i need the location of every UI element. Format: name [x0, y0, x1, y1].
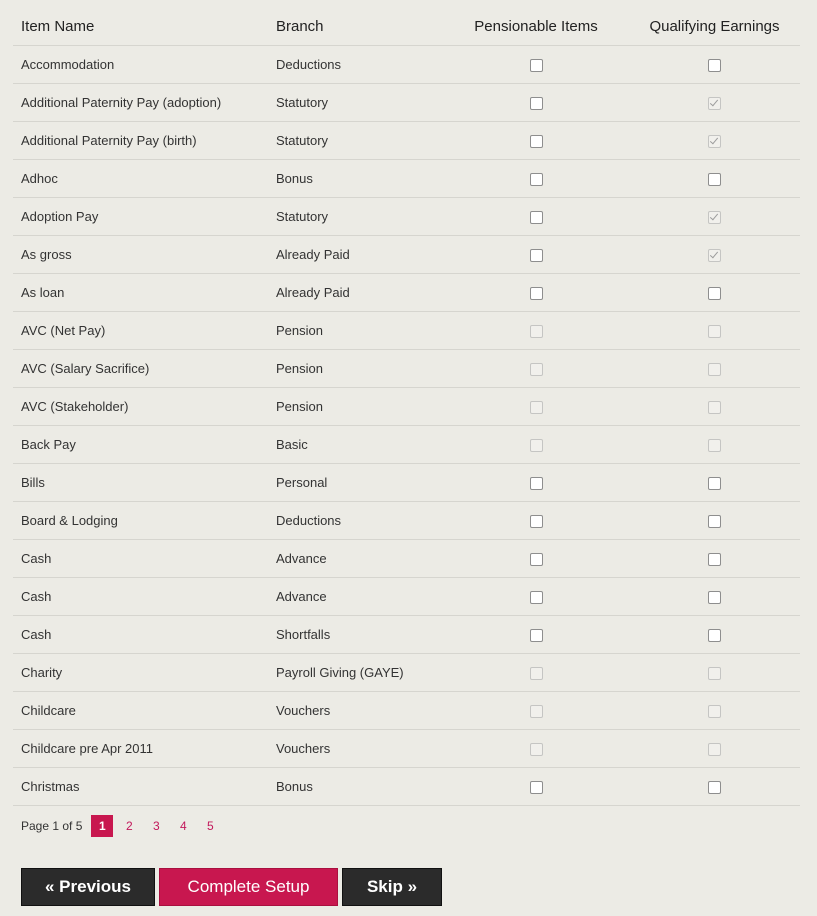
- pensionable-checkbox: [530, 705, 543, 718]
- pensionable-cell: [443, 502, 629, 540]
- wizard-actions: [21, 868, 446, 906]
- branch-cell: Personal: [268, 464, 443, 502]
- qualifying-cell: [629, 464, 800, 502]
- qualifying-cell: [629, 84, 800, 122]
- qualifying-earnings-checkbox[interactable]: [708, 287, 721, 300]
- pensionable-cell: [443, 274, 629, 312]
- branch-cell: Advance: [268, 540, 443, 578]
- qualifying-cell: [629, 768, 800, 806]
- table-row: [13, 312, 800, 350]
- table-row: [13, 540, 800, 578]
- pensionable-checkbox[interactable]: [530, 97, 543, 110]
- table-row: [13, 198, 800, 236]
- item-name-cell: Adhoc: [13, 160, 268, 198]
- item-name-cell: Additional Paternity Pay (birth): [13, 122, 268, 160]
- pensionable-checkbox: [530, 363, 543, 376]
- item-name-cell: Cash: [13, 616, 268, 654]
- pensionable-checkbox[interactable]: [530, 629, 543, 642]
- qualifying-cell: [629, 616, 800, 654]
- table-row: [13, 84, 800, 122]
- qualifying-earnings-checkbox: [708, 743, 721, 756]
- qualifying-cell: [629, 692, 800, 730]
- item-name-cell: Board & Lodging: [13, 502, 268, 540]
- qualifying-earnings-checkbox[interactable]: [708, 59, 721, 72]
- qualifying-earnings-checkbox: [708, 211, 721, 224]
- branch-cell: Deductions: [268, 46, 443, 84]
- item-name-cell: Christmas: [13, 768, 268, 806]
- pay-items-table: [13, 8, 800, 806]
- branch-cell: Already Paid: [268, 274, 443, 312]
- item-name-cell: AVC (Net Pay): [13, 312, 268, 350]
- item-name-cell: Bills: [13, 464, 268, 502]
- page-link-4[interactable]: 4: [180, 819, 187, 833]
- item-name-cell: Accommodation: [13, 46, 268, 84]
- branch-cell: Statutory: [268, 198, 443, 236]
- pensionable-cell: [443, 236, 629, 274]
- table-row: [13, 274, 800, 312]
- item-name-cell: As gross: [13, 236, 268, 274]
- table-body: [13, 46, 800, 806]
- complete-setup-button[interactable]: Complete Setup: [159, 868, 338, 906]
- pensionable-checkbox[interactable]: [530, 287, 543, 300]
- branch-cell: Payroll Giving (GAYE): [268, 654, 443, 692]
- qualifying-cell: [629, 312, 800, 350]
- branch-cell: Advance: [268, 578, 443, 616]
- item-name-cell: As loan: [13, 274, 268, 312]
- pensionable-checkbox: [530, 743, 543, 756]
- branch-cell: Statutory: [268, 122, 443, 160]
- table-row: [13, 46, 800, 84]
- branch-cell: Bonus: [268, 768, 443, 806]
- table-row: [13, 236, 800, 274]
- page-link-1[interactable]: 1: [91, 815, 113, 837]
- qualifying-earnings-checkbox: [708, 135, 721, 148]
- branch-cell: Vouchers: [268, 692, 443, 730]
- table-row: [13, 578, 800, 616]
- pensionable-checkbox: [530, 667, 543, 680]
- branch-cell: Pension: [268, 388, 443, 426]
- page-count-label: Page 1 of 5: [21, 819, 83, 833]
- qualifying-earnings-checkbox: [708, 97, 721, 110]
- pensionable-cell: [443, 464, 629, 502]
- table-header-row: [13, 8, 800, 46]
- skip-button[interactable]: Skip »: [342, 868, 442, 906]
- pensionable-cell: [443, 160, 629, 198]
- qualifying-cell: [629, 236, 800, 274]
- table-row: [13, 426, 800, 464]
- qualifying-earnings-checkbox[interactable]: [708, 173, 721, 186]
- pensionable-cell: [443, 730, 629, 768]
- pensionable-checkbox[interactable]: [530, 211, 543, 224]
- qualifying-earnings-checkbox: [708, 705, 721, 718]
- item-name-cell: Childcare: [13, 692, 268, 730]
- qualifying-earnings-checkbox: [708, 363, 721, 376]
- pensionable-cell: [443, 84, 629, 122]
- pensionable-cell: [443, 692, 629, 730]
- table-row: [13, 502, 800, 540]
- pensionable-checkbox[interactable]: [530, 173, 543, 186]
- pensionable-checkbox[interactable]: [530, 553, 543, 566]
- pensionable-cell: [443, 654, 629, 692]
- pensionable-cell: [443, 616, 629, 654]
- table-row: [13, 464, 800, 502]
- pensionable-cell: [443, 350, 629, 388]
- qualifying-earnings-checkbox: [708, 325, 721, 338]
- pensionable-checkbox[interactable]: [530, 249, 543, 262]
- page-link-5[interactable]: 5: [207, 819, 214, 833]
- item-name-cell: AVC (Stakeholder): [13, 388, 268, 426]
- pensionable-cell: [443, 540, 629, 578]
- pensionable-cell: [443, 198, 629, 236]
- qualifying-earnings-checkbox[interactable]: [708, 515, 721, 528]
- pensionable-cell: [443, 122, 629, 160]
- table-row: [13, 654, 800, 692]
- column-header-item-name: Item Name: [13, 8, 268, 46]
- qualifying-cell: [629, 388, 800, 426]
- pensionable-cell: [443, 312, 629, 350]
- pensionable-cell: [443, 768, 629, 806]
- previous-button[interactable]: « Previous: [21, 868, 155, 906]
- table-row: [13, 160, 800, 198]
- pensionable-checkbox: [530, 401, 543, 414]
- page-link-3[interactable]: 3: [153, 819, 160, 833]
- qualifying-earnings-checkbox[interactable]: [708, 629, 721, 642]
- pensionable-checkbox[interactable]: [530, 781, 543, 794]
- qualifying-cell: [629, 46, 800, 84]
- branch-cell: Pension: [268, 350, 443, 388]
- page-link-2[interactable]: 2: [126, 819, 133, 833]
- table-row: [13, 616, 800, 654]
- branch-cell: Pension: [268, 312, 443, 350]
- qualifying-earnings-checkbox[interactable]: [708, 591, 721, 604]
- qualifying-cell: [629, 426, 800, 464]
- pay-items-panel: [13, 8, 800, 806]
- pensionable-checkbox[interactable]: [530, 135, 543, 148]
- pagination: [21, 815, 226, 837]
- item-name-cell: AVC (Salary Sacrifice): [13, 350, 268, 388]
- pensionable-checkbox[interactable]: [530, 59, 543, 72]
- qualifying-earnings-checkbox: [708, 667, 721, 680]
- column-header-pensionable: Pensionable Items: [443, 8, 629, 46]
- item-name-cell: Additional Paternity Pay (adoption): [13, 84, 268, 122]
- qualifying-cell: [629, 654, 800, 692]
- item-name-cell: Cash: [13, 578, 268, 616]
- qualifying-cell: [629, 578, 800, 616]
- qualifying-cell: [629, 350, 800, 388]
- table-row: [13, 692, 800, 730]
- qualifying-cell: [629, 540, 800, 578]
- qualifying-cell: [629, 730, 800, 768]
- qualifying-cell: [629, 160, 800, 198]
- item-name-cell: Charity: [13, 654, 268, 692]
- branch-cell: Already Paid: [268, 236, 443, 274]
- pensionable-cell: [443, 46, 629, 84]
- branch-cell: Statutory: [268, 84, 443, 122]
- item-name-cell: Childcare pre Apr 2011: [13, 730, 268, 768]
- pensionable-cell: [443, 388, 629, 426]
- table-row: [13, 350, 800, 388]
- table-row: [13, 388, 800, 426]
- branch-cell: Basic: [268, 426, 443, 464]
- pensionable-checkbox: [530, 325, 543, 338]
- branch-cell: Deductions: [268, 502, 443, 540]
- pensionable-checkbox[interactable]: [530, 515, 543, 528]
- qualifying-cell: [629, 502, 800, 540]
- pensionable-cell: [443, 578, 629, 616]
- table-row: [13, 730, 800, 768]
- pensionable-checkbox: [530, 439, 543, 452]
- branch-cell: Shortfalls: [268, 616, 443, 654]
- pensionable-cell: [443, 426, 629, 464]
- column-header-branch: Branch: [268, 8, 443, 46]
- qualifying-earnings-checkbox: [708, 439, 721, 452]
- pensionable-checkbox[interactable]: [530, 591, 543, 604]
- table-row: [13, 768, 800, 806]
- pensionable-checkbox[interactable]: [530, 477, 543, 490]
- qualifying-earnings-checkbox[interactable]: [708, 553, 721, 566]
- table-row: [13, 122, 800, 160]
- branch-cell: Vouchers: [268, 730, 443, 768]
- qualifying-cell: [629, 122, 800, 160]
- branch-cell: Bonus: [268, 160, 443, 198]
- item-name-cell: Back Pay: [13, 426, 268, 464]
- item-name-cell: Cash: [13, 540, 268, 578]
- qualifying-cell: [629, 274, 800, 312]
- item-name-cell: Adoption Pay: [13, 198, 268, 236]
- qualifying-earnings-checkbox: [708, 401, 721, 414]
- qualifying-earnings-checkbox[interactable]: [708, 477, 721, 490]
- column-header-qualifying: Qualifying Earnings: [629, 8, 800, 46]
- qualifying-earnings-checkbox: [708, 249, 721, 262]
- qualifying-earnings-checkbox[interactable]: [708, 781, 721, 794]
- qualifying-cell: [629, 198, 800, 236]
